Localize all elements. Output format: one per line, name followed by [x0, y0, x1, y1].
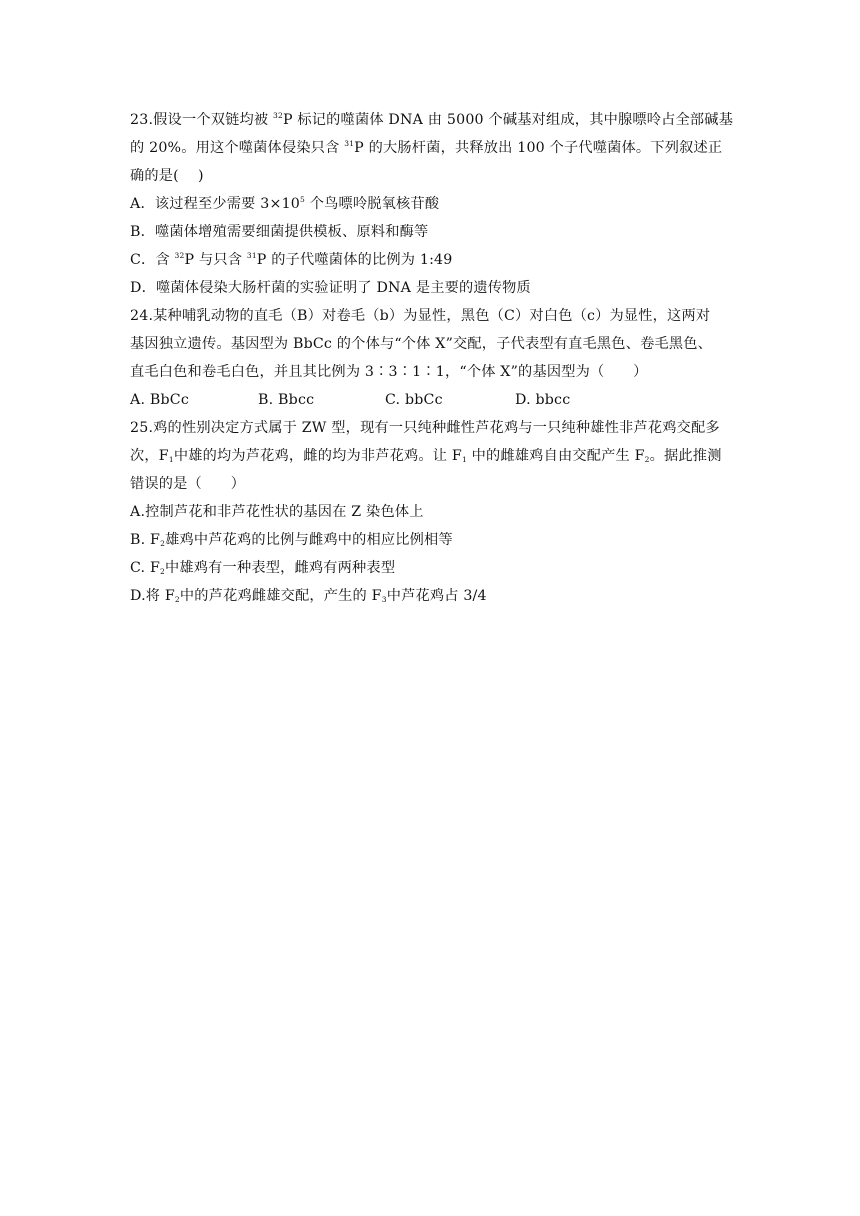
q25-option-c: [130, 554, 736, 582]
subscript: 3: [381, 595, 387, 604]
text: 次，F: [130, 448, 169, 464]
q24-stem-line1: 24.某种哺乳动物的直毛（B）对卷毛（b）为显性，黑色（C）对白色（c）为显性，这两对: [130, 308, 711, 324]
text: 雄鸡中芦花鸡的比例与雌鸡中的相应比例相等: [165, 532, 453, 548]
q23-stem-line3: 确的是( ): [130, 168, 204, 184]
q23-stem-line2: [130, 134, 736, 162]
text: P 与只含: [184, 252, 247, 268]
q25-option-b: [130, 526, 736, 554]
q24-option-d: D. bbcc: [515, 392, 571, 408]
text: P 的子代噬菌体的比例为 1:49: [256, 252, 453, 268]
text: P 的大肠杆菌，共释放出 100 个子代噬菌体。下列叙述正: [354, 140, 723, 156]
q25-stem-line1: 25.鸡的性别决定方式属于 ZW 型，现有一只纯种雌性芦花鸡与一只纯种雄性非芦花鸡交配多: [130, 420, 720, 436]
q24-options: [130, 386, 736, 414]
text: 中的芦花鸡雌雄交配，产生的 F: [179, 588, 382, 604]
text: D.将 F: [130, 588, 175, 604]
text: 中的雌雄鸡自由交配产生 F: [466, 448, 645, 464]
superscript: 31: [246, 251, 257, 260]
text: P 标记的噬菌体 DNA 由 5000 个碱基对组成，其中腺嘌呤占全部碱基: [282, 112, 734, 128]
superscript: 32: [174, 251, 185, 260]
q24-stem-line2: 基因独立遗传。基因型为 BbCc 的个体与“个体 X”交配，子代表型有直毛黑色、卷毛黑色、: [130, 336, 713, 352]
q24-option-a: A. BbCc: [130, 392, 189, 408]
document-page: [130, 106, 736, 610]
text: 。据此推测: [649, 448, 722, 464]
text: B. F: [130, 532, 161, 548]
q24-stem-line3: 直毛白色和卷毛白色，并且其比例为 3∶3∶1∶1，“个体 X”的基因型为（ ）: [130, 364, 648, 380]
q25-stem-line2: [130, 442, 736, 470]
q23-option-b: B．噬菌体增殖需要细菌提供模板、原料和酶等: [130, 224, 429, 240]
subscript: 2: [174, 595, 180, 604]
text: C．含: [130, 252, 175, 268]
q25-stem-line3: 错误的是（ ）: [130, 476, 246, 492]
text: A．该过程至少需要 3×10: [130, 196, 301, 212]
text: 个鸟嘌呤脱氧核苷酸: [305, 196, 440, 212]
superscript: 31: [344, 139, 355, 148]
superscript: 5: [300, 195, 306, 204]
text: 中雄鸡有一种表型，雌鸡有两种表型: [165, 560, 396, 576]
subscript: 2: [644, 455, 650, 464]
q23-option-c: [130, 246, 736, 274]
subscript: 2: [160, 539, 166, 548]
text: C. F: [130, 560, 161, 576]
q24-option-b: B. Bbcc: [258, 392, 315, 408]
text: 中芦花鸡占 3/4: [386, 588, 487, 604]
subscript: 2: [160, 567, 165, 576]
superscript: 32: [272, 111, 283, 120]
text: 23.假设一个双链均被: [130, 112, 273, 128]
text: 的 20%。用这个噬菌体侵染只含: [130, 140, 345, 156]
q23-stem-line1: [130, 106, 736, 134]
subscript: 1: [168, 455, 174, 464]
q23-option-a: [130, 190, 736, 218]
q25-option-d: [130, 582, 736, 610]
text: 中雄的均为芦花鸡，雌的均为非芦花鸡。让 F: [173, 448, 462, 464]
q23-option-d: D．噬菌体侵染大肠杆菌的实验证明了 DNA 是主要的遗传物质: [130, 280, 531, 296]
subscript: 1: [461, 455, 467, 464]
q24-option-c: C. bbCc: [385, 392, 443, 408]
q25-option-a: A.控制芦花和非芦花性状的基因在 Z 染色体上: [130, 504, 424, 520]
